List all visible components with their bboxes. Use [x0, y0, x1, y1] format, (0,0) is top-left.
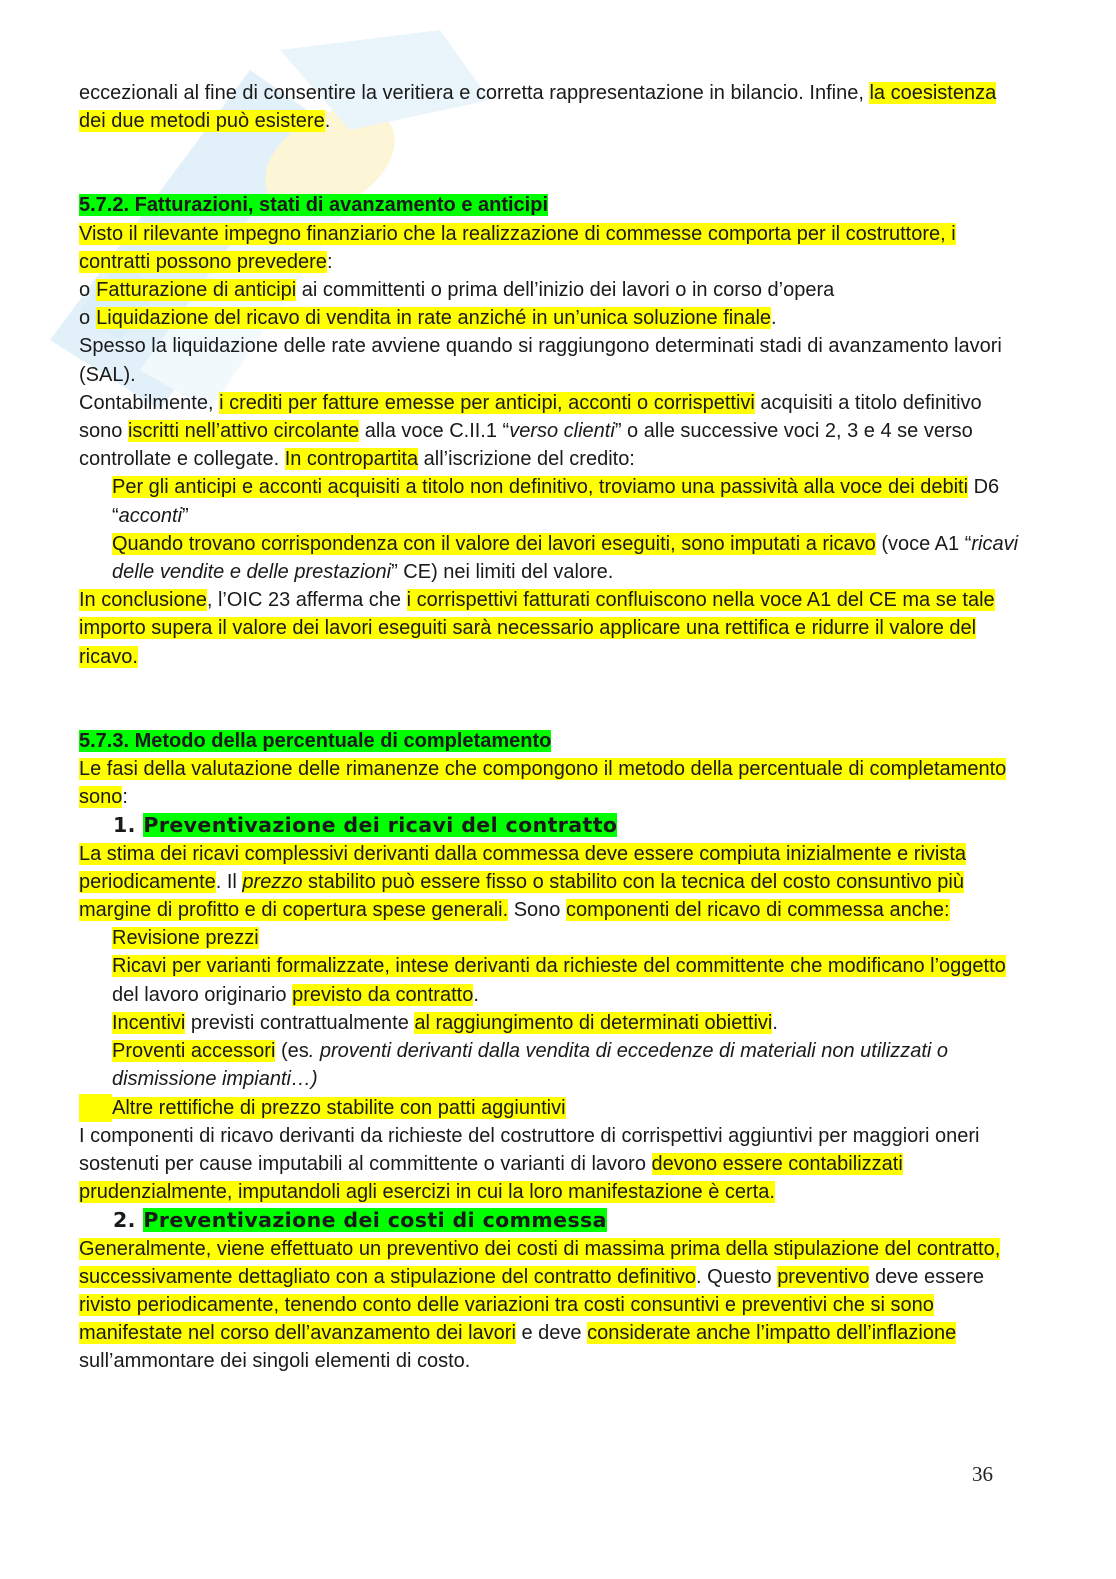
paragraph: Generalmente, viene effettuato un preventivo dei costi di massima prima della stipulazione del contratto, successivamente dettagliato con a stipulazione del contratto definitivo. Questo preventivo deve essere rivisto periodicamente, tenendo conto delle variazioni tra costi consuntivi e preventivi che si sono manifestate nel corso dell’avanzamento dei lavori e deve considerate anche l’impatto dell’inflazione sull’ammontare dei singoli elementi di costo.	[79, 1237, 1001, 1373]
paragraph: Visto il rilevante impegno finanziario che la realizzazione di commesse comporta per il costruttore, i contratti possono prevedere:	[79, 222, 956, 273]
o-list-item: o Liquidazione del ricavo di vendita in rate anziché in un’unica soluzione finale.	[79, 307, 777, 330]
numbered-heading-2: 2. Preventivazione dei costi di commessa	[113, 1208, 607, 1233]
bullet-box-icon	[79, 1037, 112, 1093]
bullet-item: Proventi accessori (es. proventi derivanti dalla vendita di eccedenze di materiali non utilizzati o dismissione impianti…)	[79, 1037, 1024, 1093]
page-content	[79, 79, 1024, 1376]
o-list-item: o Fatturazione di anticipi ai committenti o prima dell’inizio dei lavori o in corso d’opera	[79, 279, 835, 302]
intro-paragraph: eccezionali al fine di consentire la veritiera e corretta rappresentazione in bilancio. Infine, la coesistenza dei due metodi può esistere.	[79, 82, 997, 133]
bullet-box-icon	[79, 952, 112, 1008]
bullet-item: Quando trovano corrispondenza con il valore dei lavori eseguiti, sono imputati a ricavo (voce A1 “ricavi delle vendite e delle prestazioni” CE) nei limiti del valore.	[79, 530, 1024, 586]
paragraph: Spesso la liquidazione delle rate avviene quando si raggiungono determinati stadi di avanzamento lavori (SAL).	[79, 335, 1002, 386]
bullet-item: Ricavi per varianti formalizzate, intese derivanti da richieste del committente che modificano l’oggetto del lavoro originario previsto da contratto.	[79, 952, 1024, 1008]
bullet-box-icon	[79, 924, 112, 952]
bullet-item: Incentivi previsti contrattualmente al raggiungimento di determinati obiettivi.	[79, 1009, 1024, 1037]
bullet-box-icon	[79, 1009, 112, 1037]
highlight: la coesistenza dei due metodi può esistere	[79, 82, 997, 133]
paragraph: I componenti di ricavo derivanti da richieste del costruttore di corrispettivi aggiuntivi per maggiori oneri sostenuti per cause imputabili al committente o varianti di lavoro devono essere contabilizzati prudenzialmente, imputandoli agli esercizi in cui la loro manifestazione è certa.	[79, 1124, 980, 1204]
paragraph: In conclusione, l’OIC 23 afferma che i corrispettivi fatturati confluiscono nella voce A1 del CE ma se tale importo supera il valore dei lavori eseguiti sarà necessario applicare una rettifica e ridurre il valore del ricavo.	[79, 589, 995, 668]
paragraph: Contabilmente, i crediti per fatture emesse per anticipi, acconti o corrispettivi acquisiti a titolo definitivo sono iscritti nell’attivo circolante alla voce C.II.1 “verso clienti” o alle successive voci 2, 3 e 4 se verso controllate e collegate. In contropartita all’iscrizione del credito:	[79, 391, 982, 471]
numbered-heading-1: 1. Preventivazione dei ricavi del contratto	[113, 813, 618, 838]
bullet-item: Per gli anticipi e acconti acquisiti a titolo non definitivo, troviamo una passività alla voce dei debiti D6 “acconti”	[79, 473, 1024, 529]
bullet-box-icon	[79, 530, 112, 586]
paragraph: Le fasi della valutazione delle rimanenze che compongono il metodo della percentuale di completamento sono:	[79, 758, 1007, 809]
bullet-item: Altre rettifiche di prezzo stabilite con patti aggiuntivi	[79, 1094, 1024, 1122]
paragraph: La stima dei ricavi complessivi derivanti dalla commessa deve essere compiuta inizialmente e rivista periodicamente. Il prezzo stabilito può essere fisso o stabilito con la tecnica del costo consuntivo più margine di profitto e di copertura spese generali. Sono componenti del ricavo di commessa anche:	[79, 842, 967, 922]
bullet-item: Revisione prezzi	[79, 924, 1024, 952]
section-heading-5-7-2: 5.7.2. Fatturazioni, stati di avanzamento e anticipi	[79, 194, 549, 217]
page-number: 36	[972, 1462, 993, 1486]
bullet-box-icon	[79, 1094, 112, 1122]
bullet-box-icon	[79, 473, 112, 529]
section-heading-5-7-3: 5.7.3. Metodo della percentuale di completamento	[79, 729, 552, 752]
